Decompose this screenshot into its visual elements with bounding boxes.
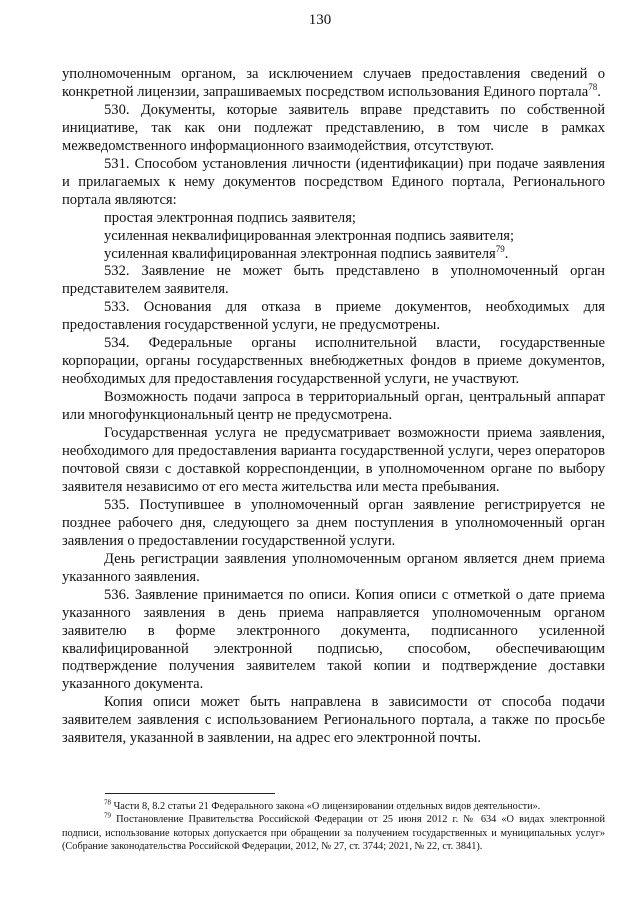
paragraph-territorial-submission: Возможность подачи запроса в территориальный орган, центральный аппарат или многофункциональный центр не предусмотрена.: [62, 389, 605, 424]
footnote-divider: [105, 793, 275, 794]
signature-type-qualified: [62, 243, 605, 264]
paragraph-535: 535. Поступившее в уполномоченный орган заявление регистрируется не позднее рабочего дня, следующего за днем поступления в уполномоченный орган заявления о предоставлении государственной услуги.: [62, 496, 605, 549]
paragraph-533: 533. Основания для отказа в приеме документов, необходимых для предоставления государственной услуги, не предусмотрены.: [62, 299, 605, 334]
document-body: [62, 66, 605, 748]
paragraph-end: .: [597, 83, 601, 100]
paragraph-continuation: [62, 66, 605, 102]
signature-type-qualified-end: .: [504, 245, 509, 262]
paragraph-inventory-copy: Копия описи может быть направлена в зависимости от способа подачи заявителем заявления с использованием Регионального портала, а также по просьбе заявителя, указанной в заявлении, на адрес его электронной почты.: [62, 694, 605, 747]
paragraph-536: 536. Заявление принимается по описи. Копия описи с отметкой о дате приема указанного заявления в день приема направляется уполномоченным органом заявителю в форме электронного документа, подписанного усиленной квалифицированной электронной подписью, способом, обеспечивающим подтверждение получения заявителем такой копии и подтверждение доставки указанного документа.: [62, 586, 605, 693]
footnote-78: [62, 800, 605, 813]
signature-type-unqualified: усиленная неквалифицированная электронная подпись заявителя;: [104, 227, 515, 244]
page-number: 130: [308, 12, 332, 28]
paragraph-postal-submission: Государственная услуга не предусматривает возможности приема заявления, необходимого для предоставления варианта государственной услуги, через операторов почтовой связи с доставкой корреспонденции, в уполномоченном органе по выбору заявителя независимо от его места жительства или места пребывания.: [62, 425, 605, 495]
footnotes: [62, 800, 605, 853]
footnote-ref-79: 79: [495, 243, 505, 254]
paragraph-531: 531. Способом установления личности (идентификации) при подаче заявления и прилагаемых к нему документов посредством Единого портала, Регионального портала являются:: [62, 155, 605, 208]
footnote-text: Части 8, 8.2 статьи 21 Федерального закона «О лицензировании отдельных видов деятельности».: [111, 801, 541, 812]
footnote-marker: 79: [104, 811, 111, 820]
paragraph-registration-day: День регистрации заявления уполномоченным органом является днем приема указанного заявления.: [62, 550, 605, 585]
paragraph-534: 534. Федеральные органы исполнительной власти, государственные корпорации, органы государственных внебюджетных фондов в приеме документов, необходимых для предоставления государственной услуги, не участвуют.: [62, 335, 605, 388]
paragraph-530: 530. Документы, которые заявитель вправе представить по собственной инициативе, так как они подлежат представлению, в том числе в рамках межведомственного информационного взаимодействия, отсутствуют.: [62, 101, 605, 154]
signature-type-qualified-text: усиленная квалифицированная электронная подпись заявителя: [104, 245, 496, 262]
footnote-ref-78: 78: [588, 82, 598, 93]
paragraph-text: уполномоченным органом, за исключением случаев предоставления сведений о конкретной лицензии, запрашиваемых посредством использования Единого портала: [62, 66, 605, 100]
footnote-text: Постановление Правительства Российской Федерации от 25 июня 2012 г. № 634 «О видах электронной подписи, использование которых допускается при обращении за получением государственных и муниципальных услуг» (Собрание законодательства Российской Федерации, 2012, № 27, ст. 3744; 2021, № 22, ст. 3841).: [62, 814, 605, 852]
signature-type-simple: простая электронная подпись заявителя;: [104, 209, 356, 226]
paragraph-532: 532. Заявление не может быть представлено в уполномоченный орган представителем заявителя.: [62, 263, 605, 298]
footnote-marker: 78: [104, 798, 111, 807]
footnote-79: [62, 813, 605, 853]
